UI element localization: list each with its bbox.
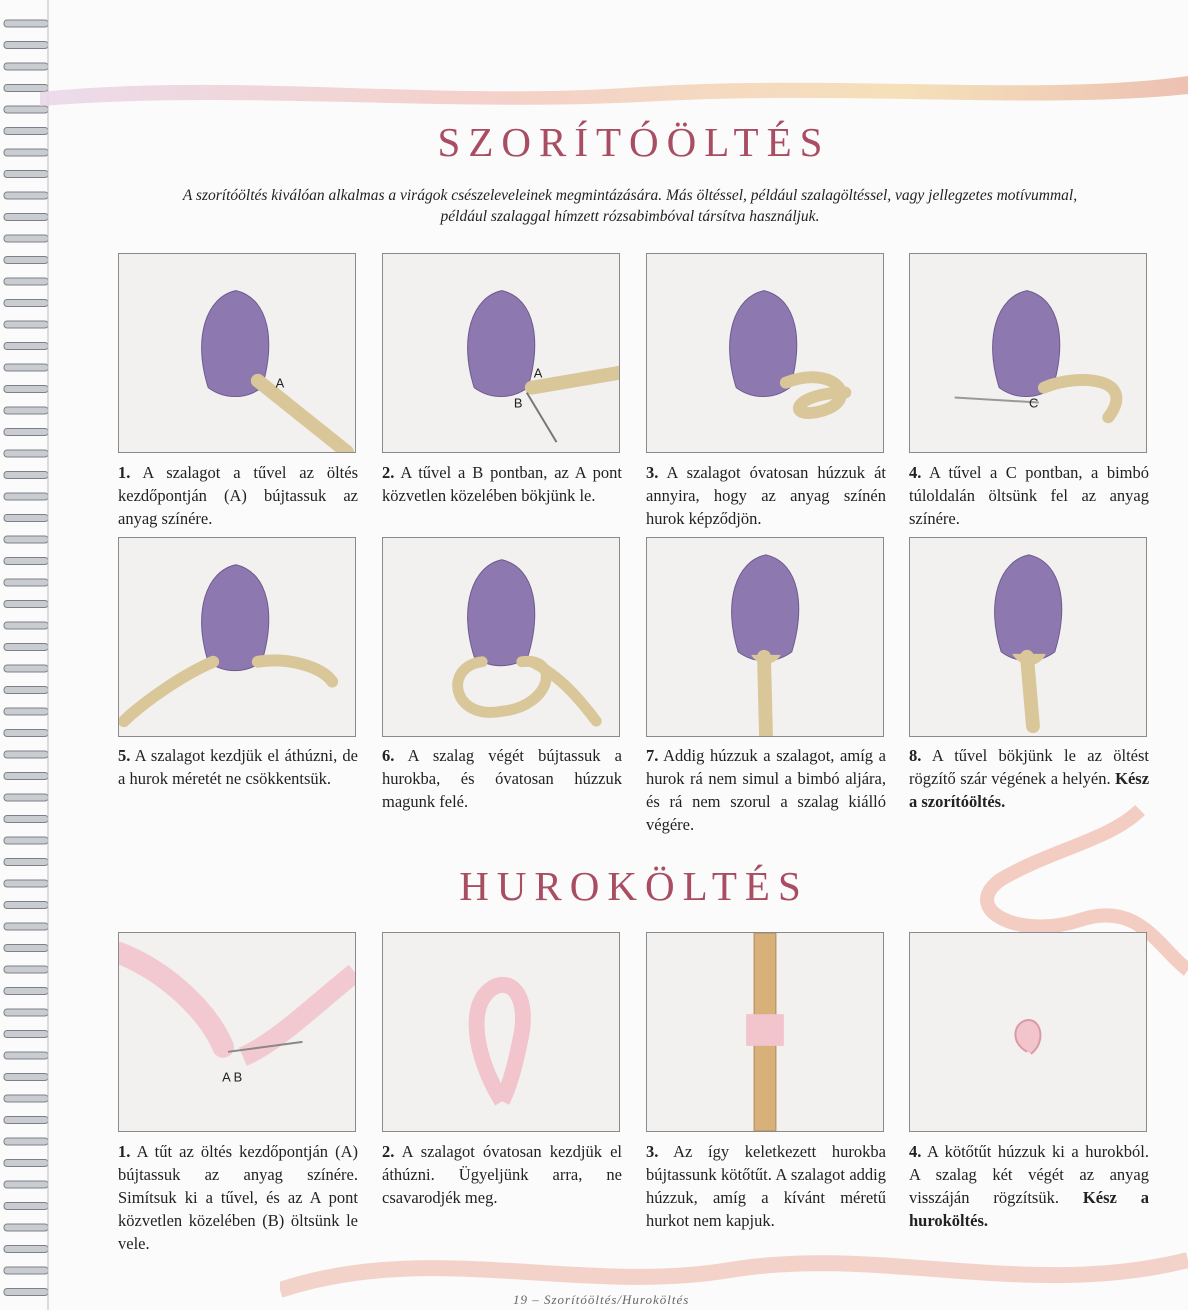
illustration: [910, 254, 1146, 452]
step-photo-hurok-3: [646, 932, 884, 1132]
step-photo-szorito-8: [909, 537, 1147, 737]
step-photo-hurok-4: [909, 932, 1147, 1132]
illustration: [910, 538, 1146, 736]
step-caption-szorito-7: 7. Addig húzzuk a szalagot, amíg a hurok rá nem simul a bimbó aljára, és rá nem szorul a szalag kiálló végére.: [646, 746, 886, 834]
step-photo-szorito-4: [909, 253, 1147, 453]
page-footer: 19 – Szorítóöltés/Huroköltés: [513, 1292, 690, 1307]
section-title-hurok: HUROKÖLTÉS: [459, 863, 809, 909]
step-photo-szorito-5: [118, 537, 356, 737]
illustration: [119, 538, 355, 736]
illustration: [119, 254, 355, 452]
illustration: [383, 933, 619, 1131]
step-caption-hurok-1: 1. A tűt az öltés kezdőpontján (A) bújtassuk az anyag színére. Simítsuk ki a tűvel, és az A pont közvetlen közelében (B) öltsünk le vele.: [118, 1142, 359, 1253]
point-label: A: [533, 365, 543, 381]
step-caption-szorito-3: 3. A szalagot óvatosan húzzuk át annyira, hogy az anyag színén hurok képződjön.: [646, 463, 886, 528]
illustration: [647, 254, 883, 452]
step-photo-hurok-1: [118, 932, 356, 1132]
step-photo-szorito-1: [118, 253, 356, 453]
step-caption-hurok-3: 3. Az így keletkezett hurokba bújtassunk kötőtűt. A szalagot addig húzzuk, amíg a kívánt méretű hurkot nem kapjuk.: [646, 1142, 886, 1230]
illustration: [647, 538, 883, 736]
intro-paragraph: A szorítóöltés kiválóan alkalmas a virágok csészeleveleinek megmintázására. Más öltéssel, például szalagöltéssel, vagy jellegzetes motívummal, például szalaggal hímzett rózsabimbóval társítva használjuk.: [182, 187, 1078, 225]
step-caption-szorito-6: 6. A szalag végét bújtassuk a hurokba, és óvatosan húzzuk magunk felé.: [382, 746, 623, 811]
step-photo-szorito-7: [646, 537, 884, 737]
illustration: [647, 933, 883, 1131]
illustration: [119, 933, 355, 1131]
step-caption-szorito-1: 1. A szalagot a tűvel az öltés kezdőpontján (A) bújtassuk az anyag színére.: [118, 463, 358, 528]
illustration: [383, 538, 619, 736]
step-caption-hurok-2: 2. A szalagot óvatosan kezdjük el áthúzni. Ügyeljünk arra, ne csavarodjék meg.: [382, 1142, 623, 1207]
decorative-ribbon-top: [40, 62, 1188, 112]
illustration: [910, 933, 1146, 1131]
spiral-binding: [0, 0, 52, 1310]
step-caption-szorito-2: 2. A tűvel a B pontban, az A pont közvetlen közelében bökjünk le.: [382, 463, 623, 505]
point-label: C: [1028, 395, 1039, 411]
point-label: B: [513, 395, 523, 411]
step-photo-szorito-6: [382, 537, 620, 737]
section-title-szorito: SZORÍTÓÖLTÉS: [437, 119, 831, 165]
point-label: A: [275, 375, 285, 391]
step-caption-szorito-4: 4. A tűvel a C pontban, a bimbó túloldalán öltsünk fel az anyag színére.: [909, 463, 1150, 528]
step-caption-hurok-4: 4. A kötőtűt húzzuk ki a hurokból. A szalag két végét az anyag visszáján rögzítsük. Kész a huroköltés.: [909, 1142, 1150, 1230]
step-photo-szorito-2: [382, 253, 620, 453]
step-photo-szorito-3: [646, 253, 884, 453]
step-photo-hurok-2: [382, 932, 620, 1132]
point-label: A B: [222, 1069, 243, 1085]
step-caption-szorito-5: 5. A szalagot kezdjük el áthúzni, de a hurok méretét ne csökkentsük.: [118, 746, 359, 788]
step-caption-szorito-8: 8. A tűvel bökjünk le az öltést rögzítő szár végének a helyén. Kész a szorítóöltés.: [909, 746, 1150, 811]
illustration: [383, 254, 619, 452]
